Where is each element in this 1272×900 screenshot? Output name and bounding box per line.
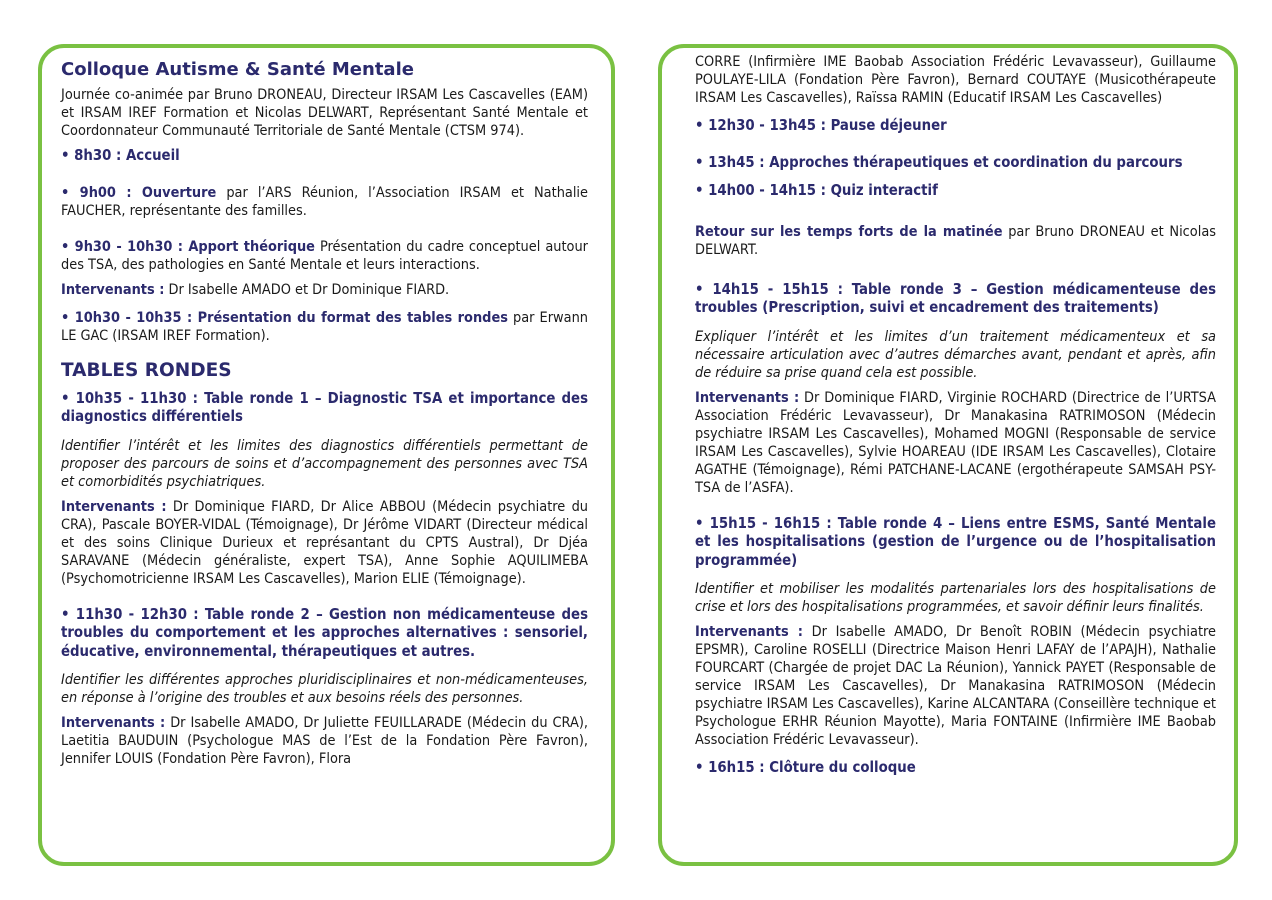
approches-item: • 13h45 : Approches thérapeutiques et coordination du parcours: [695, 153, 1183, 171]
table2-speakers-text: Dr Isabelle AMADO, Dr Juliette FEUILLARADE (Médecin du CRA), Laetitia BAUDUIN (Psychologue MAS de l’Est de la Fondation Père Favron), Jennifer LOUIS (Fondation Père Favron), Flora: [61, 715, 588, 767]
ouverture-text: par l’ARS Réunion, l’Association IRSAM et Nathalie FAUCHER, représentante des familles.: [61, 184, 588, 219]
table4-speakers: [695, 623, 1216, 749]
accueil-item: • 8h30 : Accueil: [61, 147, 180, 164]
quiz-item: • 14h00 - 14h15 : Quiz interactif: [695, 182, 938, 199]
tables-rondes-heading: TABLES RONDES: [61, 359, 232, 381]
table2-speakers-continued: CORRE (Infirmière IME Baobab Association Frédéric Levavasseur), Guillaume POULAYE-LILA (Fondation Père Favron), Bernard COUTAYE (Musicothérapeute IRSAM Les Cascavelles), Raïssa RAMIN (Educatif IRSAM Les Cascavelles): [695, 54, 1216, 106]
left-panel: [38, 44, 615, 866]
table3-speakers: [695, 389, 1216, 497]
apport-text: Présentation du cadre conceptuel autour des TSA, des pathologies en Santé Mentale et leurs interactions.: [61, 238, 589, 273]
table3-speakers-label: Intervenants :: [695, 389, 800, 406]
table4-description: Identifier et mobiliser les modalités partenariales lors des hospitalisations de crise et lors des hospitalisations programmées, et savoir définir leurs finalités.: [695, 581, 1216, 615]
apport-speakers: [61, 281, 588, 299]
ouverture-item: [61, 184, 588, 220]
retour-text: par Bruno DRONEAU et Nicolas DELWART.: [695, 223, 1216, 258]
left-panel-content: [61, 58, 588, 768]
table1-speakers-label: Intervenants :: [61, 498, 167, 515]
table4-title: • 15h15 - 16h15 : Table ronde 4 – Liens entre ESMS, Santé Mentale et les hospitalisations (gestion de l’urgence ou de l’hospitalisation programmée): [695, 514, 1216, 569]
table1-title: • 10h35 - 11h30 : Table ronde 1 – Diagnostic TSA et importance des diagnostics différentiels: [61, 389, 588, 425]
retour-title: Retour sur les temps forts de la matinée: [695, 223, 1003, 240]
presentation-item: [61, 309, 588, 345]
retour-item: [695, 223, 1216, 259]
presentation-title: • 10h30 - 10h35 : Présentation du format des tables rondes: [61, 309, 508, 326]
table2-speakers-label: Intervenants :: [61, 715, 166, 731]
table1-speakers-text: Dr Dominique FIARD, Dr Alice ABBOU (Médecin psychiatre du CRA), Pascale BOYER-VIDAL (Témoignage), Dr Jérôme VIDART (Directeur médical et des soins Clinique Durieux et représantant du CPTS Austral), Dr Djéa SARAVANE (Médecin généraliste, expert TSA), Anne Sophie AQUILIMEBA (Psychomotricienne IRSAM Les Cascavelles), Marion ELIE (Témoignage).: [61, 498, 589, 587]
apport-item: [61, 238, 588, 274]
cloture-item: • 16h15 : Clôture du colloque: [695, 759, 916, 776]
intro-text: Journée co-animée par Bruno DRONEAU, Directeur IRSAM Les Cascavelles (EAM) et IRSAM IREF Formation et Nicolas DELWART, Représentant Santé Mentale et Coordonnateur Communauté Territoriale de Santé Mentale (CTSM 974).: [61, 87, 588, 139]
table1-description: Identifier l’intérêt et les limites des diagnostics différentiels permettant de proposer des parcours de soins et d’accompagnement des personnes avec TSA et comorbidités psychiatriques.: [61, 437, 588, 490]
table2-speakers: [61, 714, 588, 768]
table3-title: • 14h15 - 15h15 : Table ronde 3 – Gestion médicamenteuse des troubles (Prescription, suivi et encadrement des traitements): [695, 280, 1216, 316]
pause-item: • 12h30 - 13h45 : Pause déjeuner: [695, 117, 947, 134]
ouverture-title: • 9h00 : Ouverture: [61, 184, 217, 201]
table3-speakers-text: Dr Dominique FIARD, Virginie ROCHARD (Directrice de l’URTSA Association Frédéric Levavasseur), Dr Manakasina RATRIMOSON (Médecin psychiatre IRSAM Les Cascavelles), Mohamed MOGNI (Responsable de service IRSAM Les Cascavelles), Sylvie HOAREAU (IDE IRSAM Les Cascavelles), Clotaire AGATHE (Témoignage), Rémi PATCHANE-LACANE (ergothérapeute SAMSAH PSY-TSA de l’ASFA).: [695, 389, 1216, 496]
presentation-text: par Erwann LE GAC (IRSAM IREF Formation).: [61, 309, 588, 344]
table2-description: Identifier les différentes approches pluridisciplinaires et non-médicamenteuses, en réponse à l’origine des troubles et aux besoins réels des personnes.: [61, 672, 588, 706]
colloque-title: Colloque Autisme & Santé Mentale: [61, 59, 414, 80]
apport-title: • 9h30 - 10h30 : Apport théorique: [61, 238, 315, 255]
table1-speakers: [61, 498, 588, 588]
right-panel: [658, 44, 1238, 866]
table4-speakers-text: Dr Isabelle AMADO, Dr Benoît ROBIN (Médecin psychiatre EPSMR), Caroline ROSELLI (Directrice Maison Henri LAFAY de l’APAJH), Nathalie FOURCART (Chargée de projet DAC La Réunion), Yannick PAYET (Responsable de service IRSAM Les Cascavelles), Dr Manakasina RATRIMOSON (Médecin psychiatre IRSAM Les Cascavelles), Karine ALCANTARA (Conseillère technique et Psychologue ERHR Réunion Mayotte), Maria FONTAINE (Infirmière IME Baobab Association Frédéric Levavasseur).: [695, 624, 1216, 748]
apport-speakers-label: Intervenants :: [61, 281, 165, 298]
table2-title: • 11h30 - 12h30 : Table ronde 2 – Gestion non médicamenteuse des troubles du comportement et les approches alternatives : sensoriel, éducative, environnemental, thérapeutiques et autres.: [61, 605, 588, 660]
table4-speakers-label: Intervenants :: [695, 624, 803, 640]
right-panel-content: [695, 53, 1216, 778]
table3-description: Expliquer l’intérêt et les limites d’un traitement médicamenteux et sa nécessaire articulation avec d’autres démarches avant, pendant et après, afin de réduire sa prise quand cela est possible.: [695, 328, 1216, 381]
apport-speakers-text: Dr Isabelle AMADO et Dr Dominique FIARD.: [164, 281, 450, 298]
